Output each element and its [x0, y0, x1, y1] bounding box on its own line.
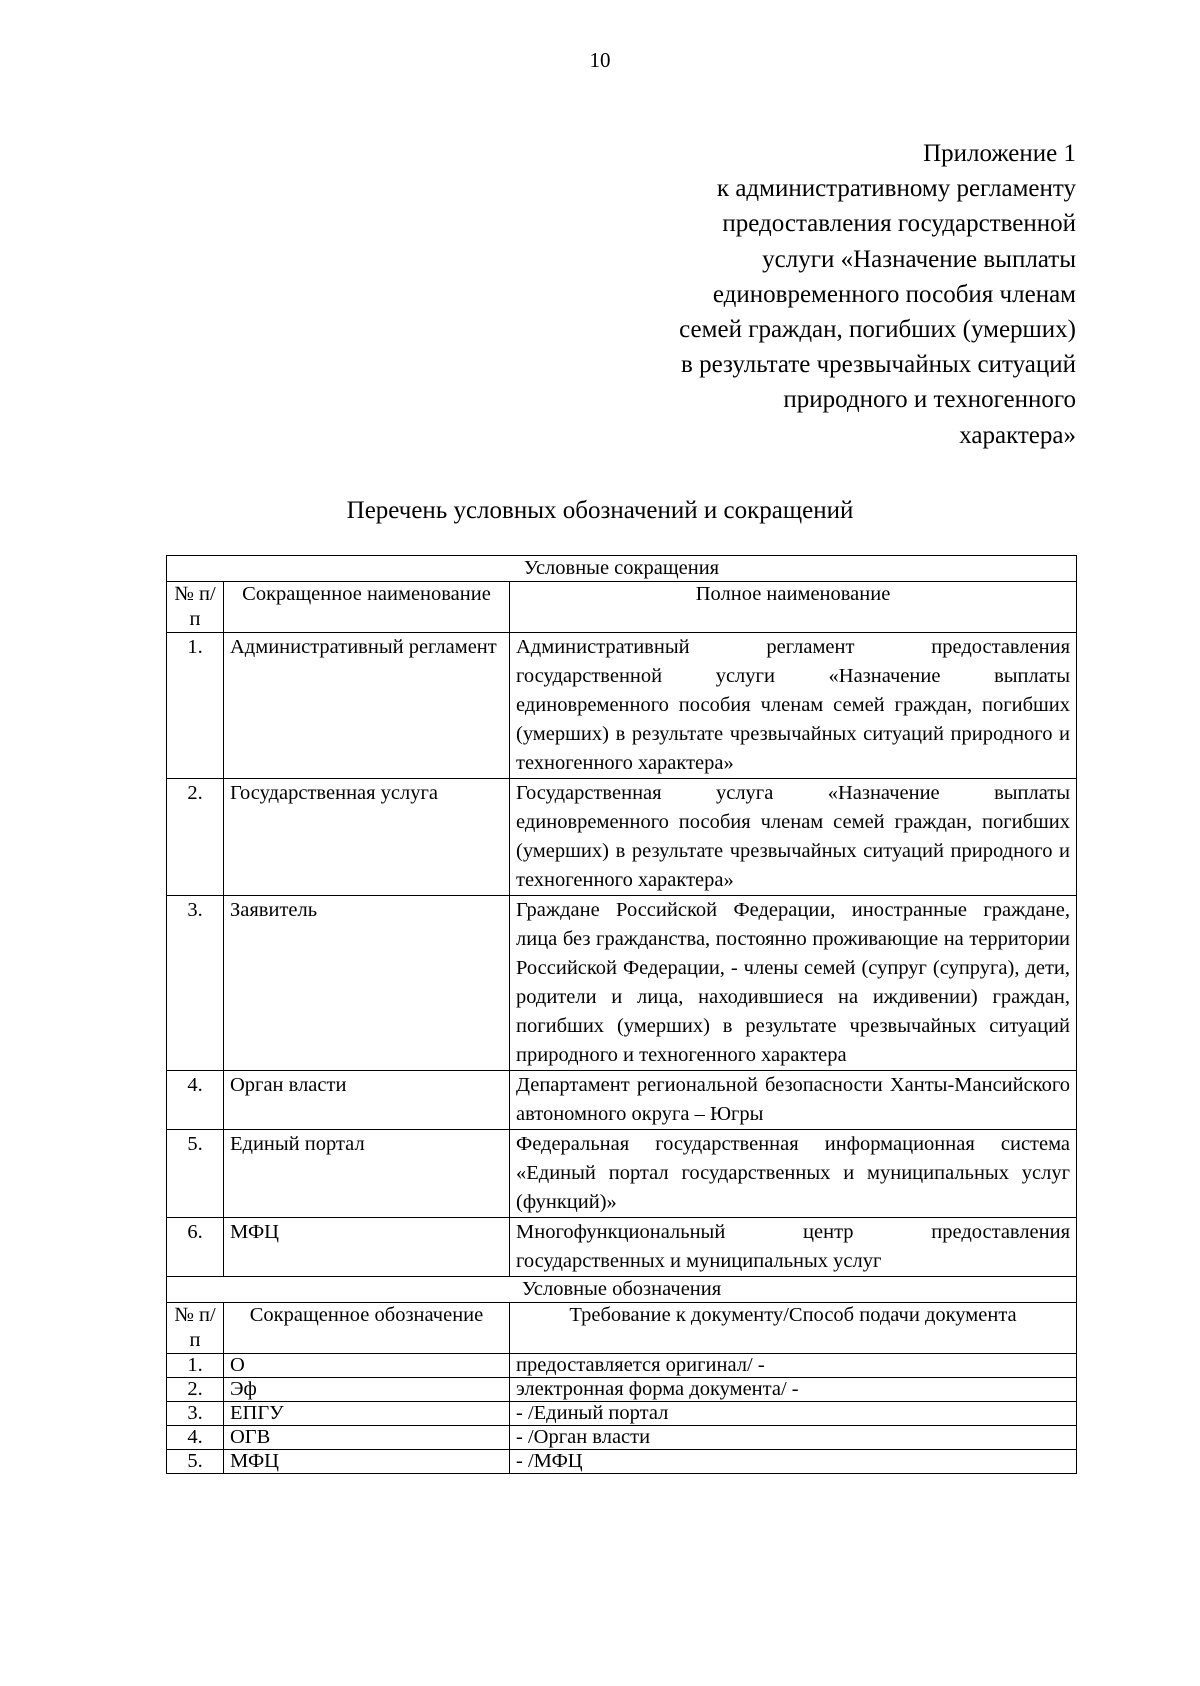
row-full: Административный регламент предоставления государственной услуги «Назначение выплаты единовременного пособия членам семей граждан, погибших (умерших) в результате чрезвычайных ситуаций природного и техногенного характера»: [510, 633, 1077, 779]
row-short: Единый портал: [224, 1130, 510, 1218]
row-num: 4.: [167, 1071, 224, 1130]
appendix-line: природного и техногенного: [783, 386, 1076, 414]
row-full: - /Единый портал: [510, 1402, 1077, 1426]
header-full-name: Полное наименование: [510, 582, 1077, 633]
appendix-line: Приложение 1: [923, 140, 1076, 167]
abbreviations-table: [166, 555, 1077, 1474]
row-full: Многофункциональный центр предоставления государственных и муниципальных услуг: [510, 1218, 1077, 1277]
row-short: МФЦ: [224, 1450, 510, 1474]
row-num: 1.: [167, 1354, 224, 1378]
row-num: 5.: [167, 1450, 224, 1474]
row-full: Граждане Российской Федерации, иностранные граждане, лица без гражданства, постоянно проживающие на территории Российской Федерации, - члены семей (супруг (супруга), дети, родители и лица, находившиеся на иждивении) граждан, погибших (умерших) в результате чрезвычайных ситуаций природного и техногенного характера: [510, 896, 1077, 1071]
table-row: [167, 1450, 1077, 1474]
section-title-symbols: Условные обозначения: [167, 1277, 1077, 1303]
row-short: Эф: [224, 1378, 510, 1402]
table-row: [167, 1130, 1077, 1218]
table-row: [167, 1354, 1077, 1378]
header-requirement: Требование к документу/Способ подачи документа: [510, 1303, 1077, 1354]
row-num: 2.: [167, 779, 224, 896]
appendix-line: семей граждан, погибших (умерших): [679, 316, 1076, 344]
appendix-line: характера»: [959, 421, 1076, 449]
appendix-line: единовременного пособия членам: [712, 280, 1076, 308]
appendix-line: к административному регламенту: [716, 175, 1076, 203]
row-full: - /МФЦ: [510, 1450, 1077, 1474]
row-num: 5.: [167, 1130, 224, 1218]
header-short-name: Сокращенное наименование: [224, 582, 510, 633]
appendix-caption: [556, 136, 1076, 453]
appendix-line: услуги «Назначение выплаты: [762, 245, 1076, 273]
row-short: Административный регламент: [224, 633, 510, 779]
row-short: ЕПГУ: [224, 1402, 510, 1426]
header-num: № п/п: [167, 582, 224, 633]
appendix-line: в результате чрезвычайных ситуаций: [681, 351, 1076, 379]
row-full: предоставляется оригинал/ -: [510, 1354, 1077, 1378]
row-full: Государственная услуга «Назначение выплаты единовременного пособия членам семей граждан, погибших (умерших) в результате чрезвычайных ситуаций природного и техногенного характера»: [510, 779, 1077, 896]
table-row: [167, 1071, 1077, 1130]
section-title-abbreviations: Условные сокращения: [167, 556, 1077, 582]
header-short-symbol: Сокращенное обозначение: [224, 1303, 510, 1354]
row-num: 1.: [167, 633, 224, 779]
row-num: 4.: [167, 1426, 224, 1450]
row-num: 6.: [167, 1218, 224, 1277]
row-num: 3.: [167, 1402, 224, 1426]
table-row: [167, 1218, 1077, 1277]
row-short: Государственная услуга: [224, 779, 510, 896]
row-short: ОГВ: [224, 1426, 510, 1450]
table-row: [167, 633, 1077, 779]
document-title: Перечень условных обозначений и сокращений: [346, 497, 854, 524]
header-num: № п/п: [167, 1303, 224, 1354]
table-row: [167, 1378, 1077, 1402]
page-number: 10: [589, 48, 611, 72]
row-full: - /Орган власти: [510, 1426, 1077, 1450]
row-short: Орган власти: [224, 1071, 510, 1130]
table-row: [167, 779, 1077, 896]
row-short: Заявитель: [224, 896, 510, 1071]
table-row: [167, 1402, 1077, 1426]
row-full: электронная форма документа/ -: [510, 1378, 1077, 1402]
row-short: О: [224, 1354, 510, 1378]
row-num: 2.: [167, 1378, 224, 1402]
row-num: 3.: [167, 896, 224, 1071]
row-full: Департамент региональной безопасности Ханты-Мансийского автономного округа – Югры: [510, 1071, 1077, 1130]
table-row: [167, 1426, 1077, 1450]
table-row: [167, 896, 1077, 1071]
row-full: Федеральная государственная информационная система «Единый портал государственных и муниципальных услуг (функций)»: [510, 1130, 1077, 1218]
row-short: МФЦ: [224, 1218, 510, 1277]
appendix-line: предоставления государственной: [722, 210, 1076, 238]
